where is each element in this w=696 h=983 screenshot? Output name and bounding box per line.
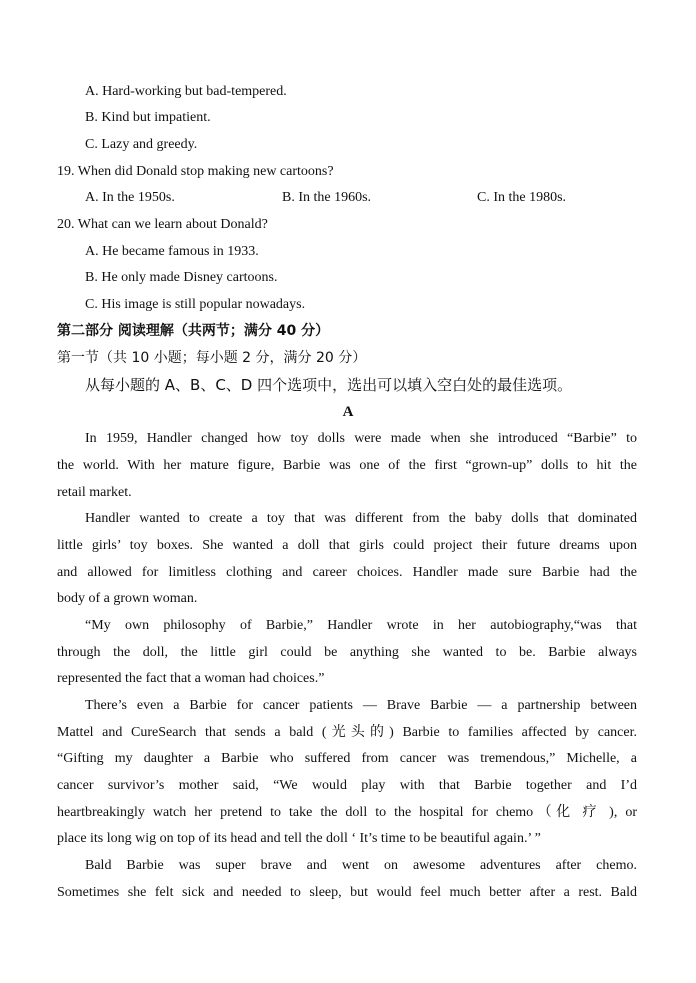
passage-line: little girls’ toy boxes. She wanted a doll that girls could project their future dreams upon	[57, 538, 637, 553]
q18-option-b: B. Kind but impatient.	[85, 110, 211, 125]
passage-line: represented the fact that a woman had choices.”	[57, 671, 325, 686]
instructions: 从每小题的 A、B、C、D 四个选项中，选出可以填入空白处的最佳选项。	[85, 376, 573, 394]
q20-option-c: C. His image is still popular nowadays.	[85, 297, 306, 312]
q19-option-a: A. In the 1950s.	[85, 190, 175, 205]
passage-line: retail market.	[57, 485, 132, 500]
q20-stem: 20. What can we learn about Donald?	[57, 217, 268, 232]
passage-line: There’s even a Barbie for cancer patients — Brave Barbie — a partnership between	[85, 698, 637, 713]
passage-line: place its long wig on top of its head and tell the doll ‘ It’s time to be beautiful again.’ ”	[57, 831, 541, 846]
passage-line: heartbreakingly watch her pretend to take the doll to the hospital for chemo（化 疗 ), or	[57, 805, 637, 820]
q19-stem: 19. When did Donald stop making new cartoons?	[57, 164, 334, 179]
q20-option-a: A. He became famous in 1933.	[85, 244, 259, 259]
passage-line: Sometimes she felt sick and needed to sleep, but would feel much better after a rest. Bald	[57, 885, 637, 900]
part2-title: 第二部分 阅读理解（共两节；满分 40 分）	[57, 323, 330, 339]
q19-option-c: C. In the 1980s.	[477, 190, 567, 205]
passage-line: In 1959, Handler changed how toy dolls were made when she introduced “Barbie” to	[85, 431, 637, 446]
passage-line: Mattel and CureSearch that sends a bald (光头的) Barbie to families affected by cancer.	[57, 725, 637, 740]
passage-line: and allowed for limitless clothing and career choices. Handler made sure Barbie had the	[57, 565, 637, 580]
passage-line: “My own philosophy of Barbie,” Handler wrote in her autobiography,“was that	[85, 618, 637, 633]
passage-line: Handler wanted to create a toy that was different from the baby dolls that dominated	[85, 511, 637, 526]
passage-line: Bald Barbie was super brave and went on awesome adventures after chemo.	[85, 858, 637, 873]
q18-option-c: C. Lazy and greedy.	[85, 137, 198, 152]
passage-line: cancer survivor’s mother said, “We would play with that Barbie together and I’d	[57, 778, 637, 793]
q19-option-b: B. In the 1960s.	[282, 190, 372, 205]
passage-label: A	[342, 404, 354, 420]
passage-line: “Gifting my daughter a Barbie who suffered from cancer was tremendous,” Michelle, a	[57, 751, 637, 766]
q18-option-a: A. Hard-working but bad-tempered.	[85, 84, 287, 99]
passage-line: the world. With her mature figure, Barbie was one of the first “grown-up” dolls to hit the	[57, 458, 637, 473]
passage-line: through the doll, the little girl could be anything she wanted to be. Barbie always	[57, 645, 637, 660]
passage-line: body of a grown woman.	[57, 591, 198, 606]
section1-title: 第一节（共 10 小题；每小题 2 分，满分 20 分）	[57, 350, 367, 366]
q20-option-b: B. He only made Disney cartoons.	[85, 270, 278, 285]
